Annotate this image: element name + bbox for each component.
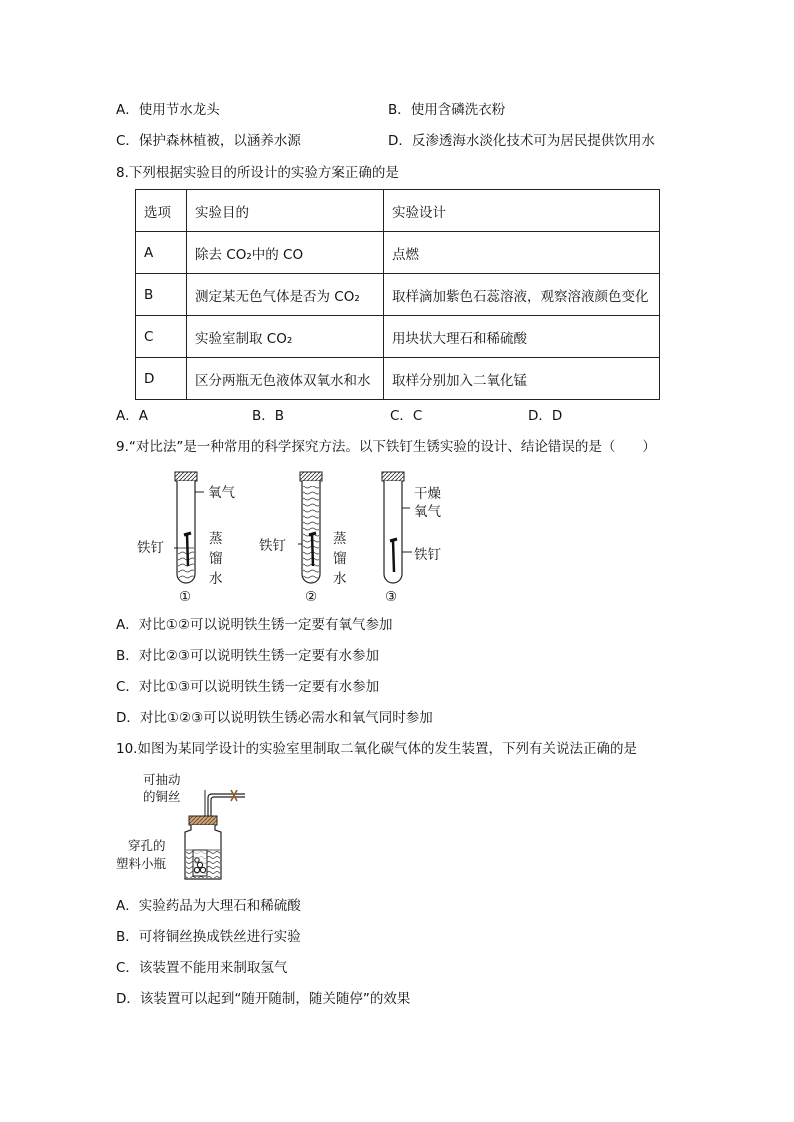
q9-water-label-2c: 水 <box>333 571 347 587</box>
table-cell: D <box>136 358 187 400</box>
table-row <box>136 316 660 358</box>
table-header-cell: 实验目的 <box>187 190 384 232</box>
table-row <box>136 274 660 316</box>
q9-tube-label-1: ① <box>179 589 192 605</box>
q9-option-c: C．对比①③可以说明铁生锈一定要有水参加 <box>116 679 380 695</box>
q9-water-label-1a: 蒸 <box>209 531 223 547</box>
q9-stem: 9.“对比法”是一种常用的科学探究方法。以下铁钉生锈实验的设计、结论错误的是（ ） <box>116 439 656 455</box>
q9-nail-label-3: 铁钉 <box>414 547 441 563</box>
q9-tube-label-3: ③ <box>385 589 398 605</box>
q10-apparatus-figure <box>175 790 255 885</box>
table-header-row <box>136 190 660 232</box>
q10-option-c: C．该装置不能用来制取氢气 <box>116 960 288 976</box>
q10-option-d: D．该装置可以起到“随开随制，随关随停”的效果 <box>116 991 411 1007</box>
q9-oxygen-label: 氧气 <box>208 485 235 501</box>
table-cell: 除去 CO₂中的 CO <box>187 232 384 274</box>
table-cell: 测定某无色气体是否为 CO₂ <box>187 274 384 316</box>
table-cell: 用块状大理石和稀硫酸 <box>384 316 660 358</box>
q9-option-b: B．对比②③可以说明铁生锈一定要有水参加 <box>116 648 379 664</box>
q9-test-tube-figure <box>130 466 460 606</box>
q8-option-d: D．D <box>528 408 563 424</box>
q10-bottle-label-1: 穿孔的 <box>128 838 166 853</box>
test-tube-1 <box>174 472 204 583</box>
q10-stem: 10.如图为某同学设计的实验室里制取二氧化碳气体的发生装置，下列有关说法正确的是 <box>116 741 637 757</box>
table-cell: B <box>136 274 187 316</box>
q10-option-a: A．实验药品为大理石和稀硫酸 <box>116 898 301 914</box>
test-tube-2 <box>298 472 322 583</box>
table-header-cell: 实验设计 <box>384 190 660 232</box>
q8-option-b: B．B <box>252 408 285 424</box>
table-cell: C <box>136 316 187 358</box>
q9-nail-label-1: 铁钉 <box>137 540 164 556</box>
test-tube-3 <box>382 472 412 583</box>
q9-option-d: D．对比①②③可以说明铁生锈必需水和氧气同时参加 <box>116 710 433 726</box>
q7-option-c: C．保护森林植被，以涵养水源 <box>116 133 301 149</box>
q9-water-label-1b: 馏 <box>209 551 223 567</box>
q8-table <box>135 189 660 400</box>
table-row <box>136 358 660 400</box>
table-header-cell: 选项 <box>136 190 187 232</box>
q9-nail-label-2: 铁钉 <box>259 538 286 554</box>
table-cell: 点燃 <box>384 232 660 274</box>
table-row <box>136 232 660 274</box>
table-cell: 实验室制取 CO₂ <box>187 316 384 358</box>
q10-bottle-label-2: 塑料小瓶 <box>116 856 167 871</box>
q9-water-label-1c: 水 <box>209 571 223 587</box>
q9-dry-label: 干燥 <box>414 486 441 502</box>
table-cell: A <box>136 232 187 274</box>
table-cell: 取样分别加入二氧化锰 <box>384 358 660 400</box>
q9-water-label-2b: 馏 <box>333 551 347 567</box>
q10-wire-label-1: 可抽动 <box>143 772 181 787</box>
q9-water-label-2a: 蒸 <box>333 531 347 547</box>
table-cell: 区分两瓶无色液体双氧水和水 <box>187 358 384 400</box>
q7-option-a: A．使用节水龙头 <box>116 102 220 118</box>
q8-option-c: C．C <box>390 408 423 424</box>
table-cell: 取样滴加紫色石蕊溶液，观察溶液颜色变化 <box>384 274 660 316</box>
q8-option-a: A．A <box>116 408 148 424</box>
q10-wire-label-2: 的铜丝 <box>143 789 181 804</box>
q8-stem: 8.下列根据实验目的所设计的实验方案正确的是 <box>116 165 399 181</box>
q7-option-d: D．反渗透海水淡化技术可为居民提供饮用水 <box>388 133 655 149</box>
q10-option-b: B．可将铜丝换成铁丝进行实验 <box>116 929 301 945</box>
q9-dry-oxygen-label: 氧气 <box>414 504 441 520</box>
q9-option-a: A．对比①②可以说明铁生锈一定要有氧气参加 <box>116 617 393 633</box>
q9-tube-label-2: ② <box>305 589 318 605</box>
q7-option-b: B．使用含磷洗衣粉 <box>388 102 506 118</box>
